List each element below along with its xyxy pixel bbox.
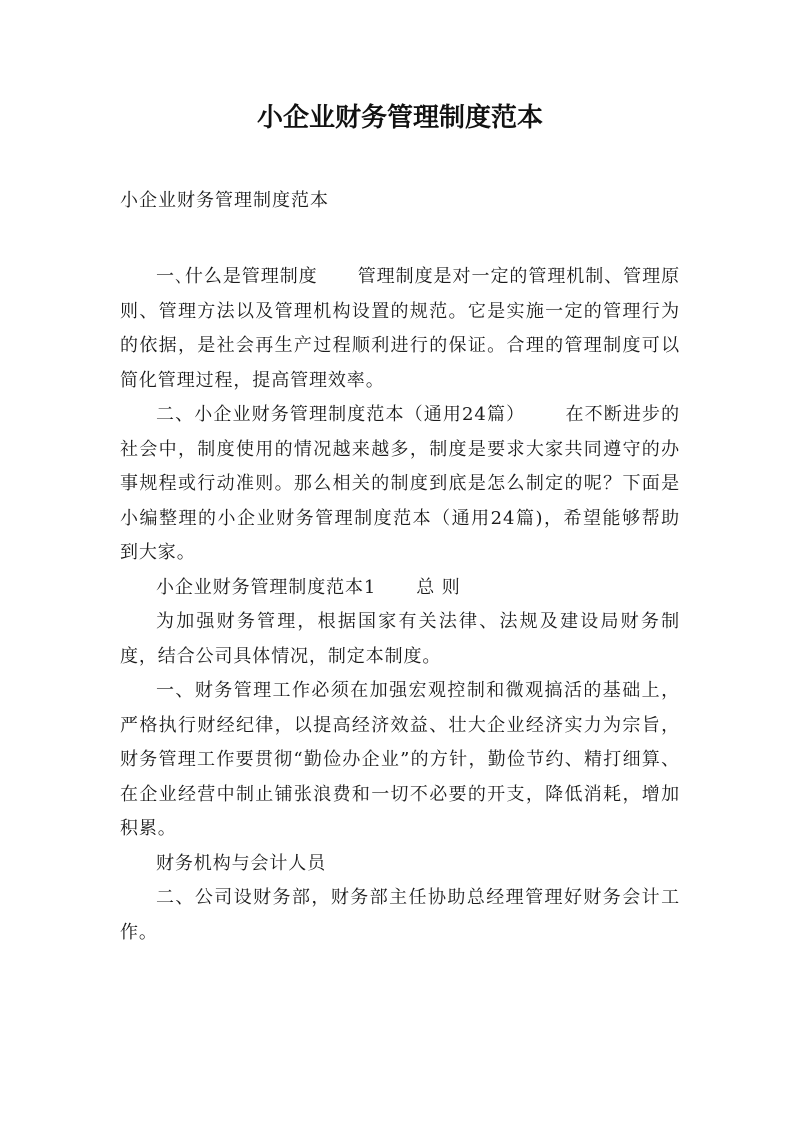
paragraph-lead: 一､什么是管理制度 <box>156 266 318 287</box>
paragraph-text: 总 则 <box>416 576 461 598</box>
paragraph-lead: 小企业财务管理制度范本1 <box>156 576 377 598</box>
paragraph-text: 在不断进步的社会中，制度使用的情况越来越多，制度是要求大家共同遵守的办事规程或行动准则。那么相关的制度到底是怎么制定的呢？下面是小编整理的小企业财务管理制度范本（通用24篇)，希望能够帮助到大家。 <box>120 404 680 563</box>
document-title: 小企业财务管理制度范本 <box>256 103 543 133</box>
paragraph-purpose: 为加强财务管理，根据国家有关法律、法规及建设局财务制度，结合公司具体情况，制定本制度。 <box>120 611 680 667</box>
paragraph-article-1: 一、财务管理工作必须在加强宏观控制和微观搞活的基础上，严格执行财经纪律，以提高经济效益、壮大企业经济实力为宗旨，财务管理工作要贯彻“勤俭办企业”的方针，勤俭节约、精打细算、在企业经营中制止铺张浪费和一切不必要的开支，降低消耗，增加积累。 <box>120 680 680 839</box>
paragraph-lead: 二、小企业财务管理制度范本（通用24篇） <box>156 404 526 425</box>
paragraph-intro <box>120 398 680 571</box>
document-subtitle: 小企业财务管理制度范本 <box>120 190 329 211</box>
paragraph-text: 管理制度是对一定的管理机制、管理原则、管理方法以及管理机构设置的规范。它是实施一定的管理行为的依据，是社会再生产过程顺利进行的保证。合理的管理制度可以简化管理过程，提高管理效率。 <box>120 266 680 391</box>
section-heading-2: 财务机构与会计人员 <box>156 852 327 874</box>
paragraph-article-2: 二、公司设财务部，财务部主任协助总经理管理好财务会计工作。 <box>120 887 680 943</box>
section-heading-1 <box>120 571 680 606</box>
paragraph-definition <box>120 260 680 398</box>
document-body <box>120 260 680 950</box>
